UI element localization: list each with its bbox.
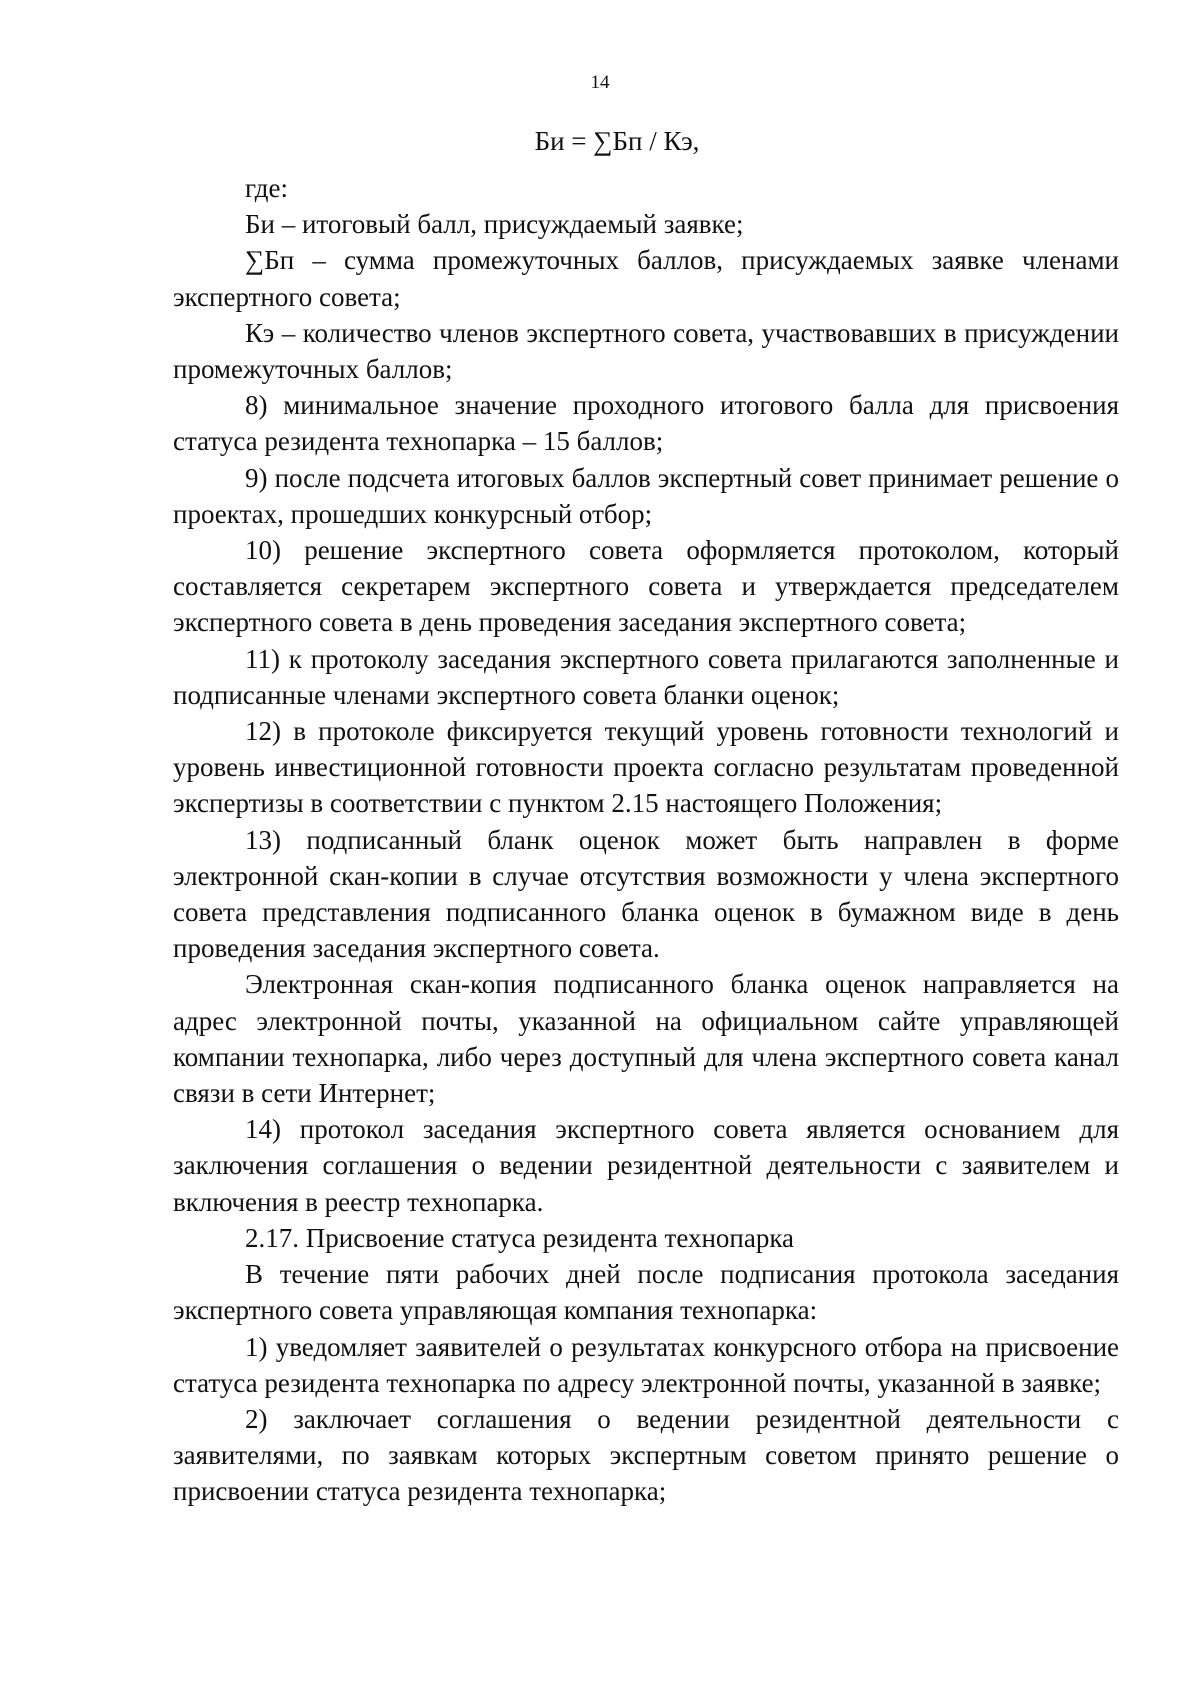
paragraph-item-8: 8) минимальное значение проходного итогового балла для присвоения статуса резидента технопарка – 15 баллов; bbox=[173, 390, 1119, 457]
paragraph-item-14: 14) протокол заседания экспертного совета является основанием для заключения соглашения о ведении резидентной деятельности с заявителем и включения в реестр технопарка. bbox=[173, 1114, 1119, 1217]
paragraph-scan-copy: Электронная скан-копия подписанного бланка оценок направляется на адрес электронной почты, указанной на официальном сайте управляющей компании технопарка, либо через доступный для члена экспертного совета канал связи в сети Интернет; bbox=[173, 969, 1119, 1109]
body-text bbox=[173, 170, 1119, 1510]
paragraph-item-13: 13) подписанный бланк оценок может быть направлен в форме электронной скан-копии в случае отсутствия возможности у члена экспертного совета представления подписанного бланка оценок в бумажном виде в день проведения заседания экспертного совета. bbox=[173, 824, 1119, 964]
paragraph-subitem-2: 2) заключает соглашения о ведении резидентной деятельности с заявителями, по заявкам которых экспертным советом принято решение о присвоении статуса резидента технопарка; bbox=[173, 1403, 1119, 1507]
paragraph-within-five-days: В течение пяти рабочих дней после подписания протокола заседания экспертного совета управляющая компания технопарка: bbox=[173, 1259, 1119, 1326]
section-heading-2-17: 2.17. Присвоение статуса резидента технопарка bbox=[245, 1222, 795, 1253]
paragraph-item-9: 9) после подсчета итоговых баллов экспертный совет принимает решение о проектах, прошедших конкурсный отбор; bbox=[173, 462, 1119, 529]
paragraph-subitem-1: 1) уведомляет заявителей о результатах конкурсного отбора на присвоение статуса резидента технопарка по адресу электронной почты, указанной в заявке; bbox=[173, 1331, 1119, 1398]
paragraph-definition-sum-bp: ∑Бп – сумма промежуточных баллов, присуждаемых заявке членами экспертного совета; bbox=[173, 245, 1119, 312]
formula: Би = ∑Бп / Кэ, bbox=[534, 126, 700, 156]
paragraph-definition-bi: Би – итоговый балл, присуждаемый заявке; bbox=[245, 209, 744, 240]
page-number: 14 bbox=[590, 72, 610, 93]
paragraph-where: где: bbox=[245, 173, 288, 203]
paragraph-item-11: 11) к протоколу заседания экспертного совета прилагаются заполненные и подписанные членами экспертного совета бланки оценок; bbox=[173, 643, 1119, 710]
paragraph-definition-ke: Кэ – количество членов экспертного совета, участвовавших в присуждении промежуточных баллов; bbox=[173, 317, 1119, 385]
paragraph-item-10: 10) решение экспертного совета оформляется протоколом, который составляется секретарем экспертного совета и утверждается председателем экспертного совета в день проведения заседания экспертного совета; bbox=[173, 535, 1119, 638]
paragraph-item-12: 12) в протоколе фиксируется текущий уровень готовности технологий и уровень инвестиционной готовности проекта согласно результатам проведенной экспертизы в соответствии с пунктом 2.15 настоящего Положения; bbox=[173, 716, 1119, 819]
